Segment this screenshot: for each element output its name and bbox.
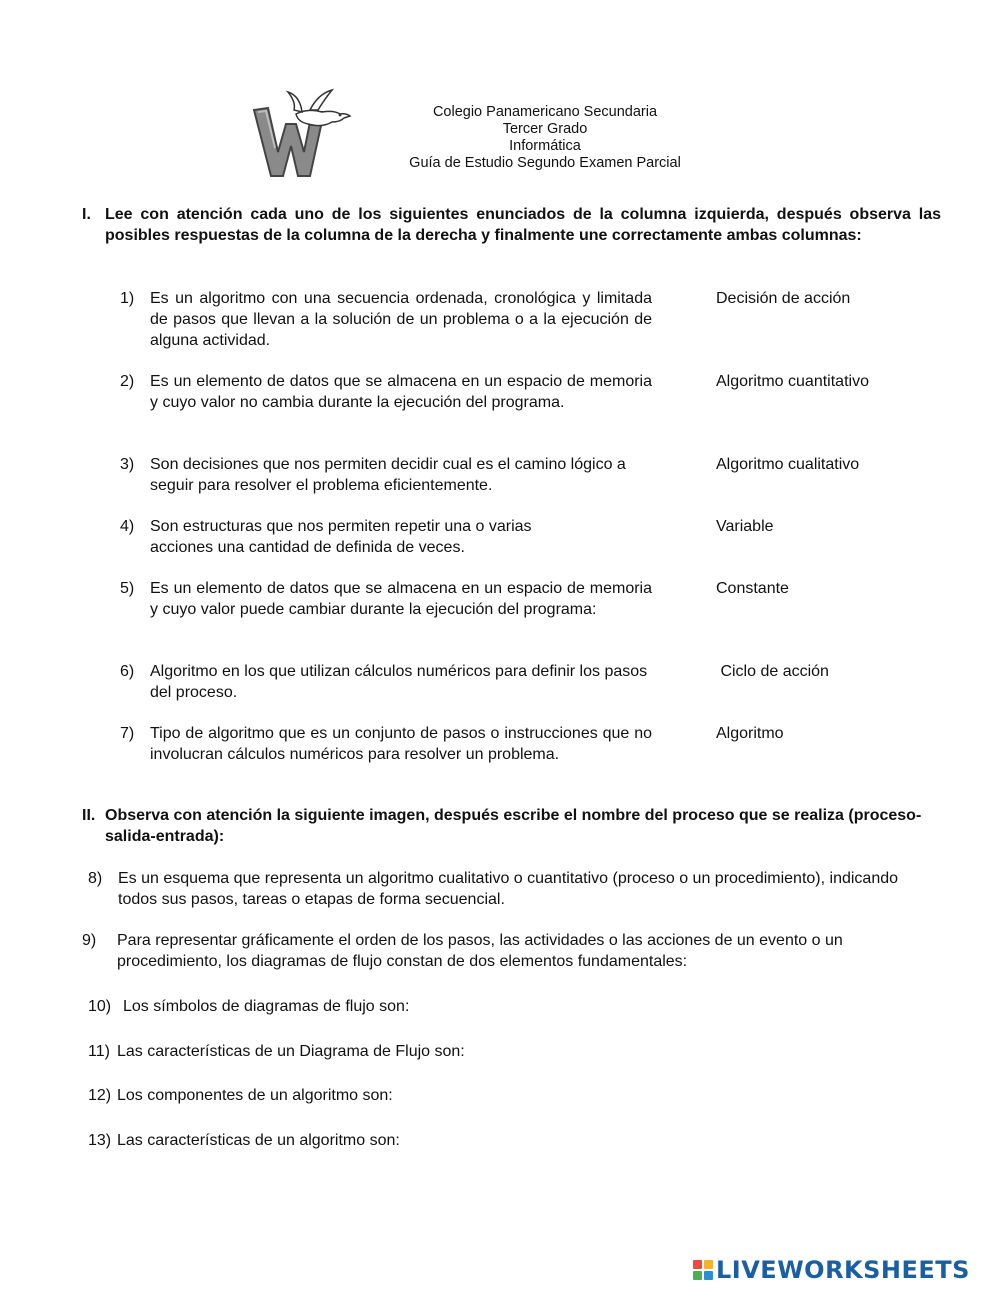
answer-option: Algoritmo cualitativo — [716, 456, 860, 473]
document-header — [380, 104, 710, 172]
answer-option: Decisión de acción — [716, 290, 851, 307]
liveworksheets-logo[interactable] — [693, 1256, 970, 1284]
school-logo — [250, 88, 360, 180]
answer-option: Algoritmo — [716, 725, 784, 742]
answer-option: Constante — [716, 580, 789, 597]
subject: Informática — [509, 138, 581, 154]
answer-option: Variable — [716, 518, 774, 535]
document-title: Guía de Estudio Segundo Examen Parcial — [409, 155, 681, 171]
section-1-instructions: Lee con atención cada uno de los siguientes enunciados de la columna izquierda, después observa las posibles respuestas de la columna de la derecha y finalmente une correctamente ambas columnas: — [105, 206, 941, 244]
section-2-heading — [82, 805, 942, 849]
liveworksheets-brand: LIVEWORKSHEETS — [716, 1256, 970, 1284]
colored-blocks-icon — [693, 1260, 713, 1280]
section-2-numeral: II. — [82, 807, 96, 824]
grade: Tercer Grado — [502, 121, 588, 137]
answer-option: Ciclo de acción — [716, 663, 829, 680]
section-2-instructions: Observa con atención la siguiente imagen, después escribe el nombre del proceso que se realiza (proceso-salida-entrada): — [105, 807, 922, 845]
answer-option: Algoritmo cuantitativo — [716, 373, 869, 390]
duck-w-logo-icon — [250, 88, 360, 180]
section-1-numeral: I. — [82, 206, 91, 223]
section-1-heading — [82, 204, 942, 268]
school-name: Colegio Panamericano Secundaria — [432, 104, 658, 120]
